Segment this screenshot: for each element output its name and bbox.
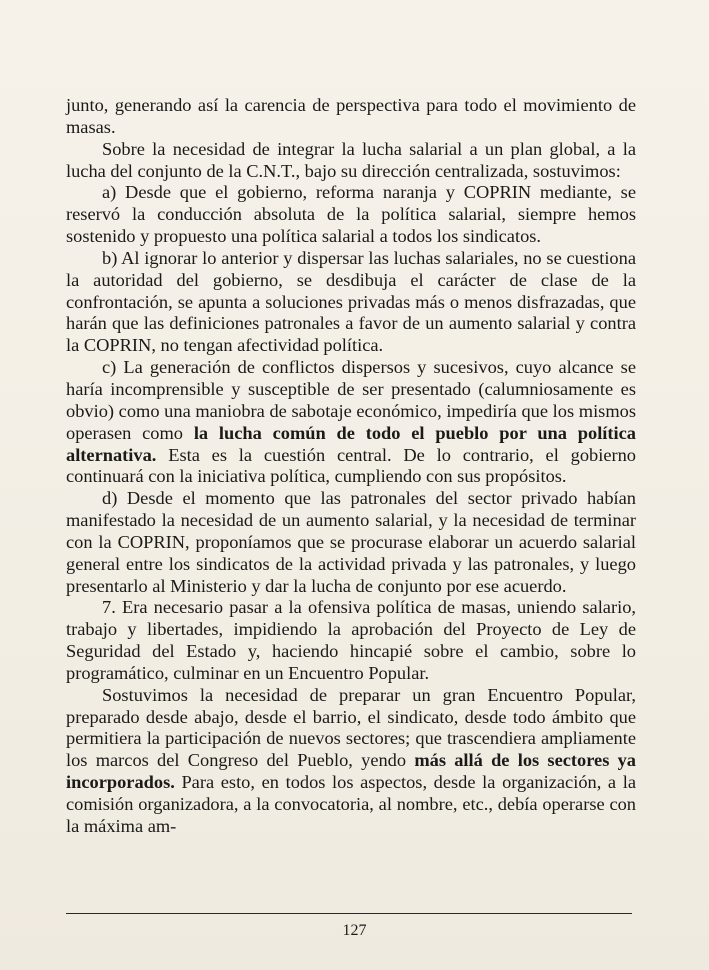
paragraph-point-d: d) Desde el momento que las patronales del sector privado habían manifestado la necesidad de un aumento salarial, y la necesidad de terminar con la COPRIN, proponíamos que se procurase elaborar un acuerdo salarial general entre los sindicatos de la actividad privada y las patronales, y luego presentarlo al Ministerio y dar la lucha de conjunto por ese acuerdo. <box>66 488 636 596</box>
body-text <box>66 95 636 838</box>
paragraph-point-c <box>66 357 636 488</box>
text-run: Para esto, en todos los aspectos, desde la organización, a la comisión organizadora, a la convocatoria, al nombre, etc., debía operarse con la máxima am- <box>66 772 636 836</box>
paragraph-point-a: a) Desde que el gobierno, reforma naranja y COPRIN mediante, se reservó la conducción absoluta de la política salarial, siempre hemos sostenido y propuesto una política salarial a todos los sindicatos. <box>66 182 636 247</box>
text-run: Sostuvimos la necesidad de preparar un gran Encuentro Popular, preparado desde abajo, desde el barrio, el sindicato, desde todo ámbito que permitiera la participación de nuevos sectores; que trascendiera ampliamente los marcos del Congreso del Pueblo, yendo <box>66 684 636 771</box>
page-number: 127 <box>342 922 367 939</box>
paragraph-point-b: b) Al ignorar lo anterior y dispersar las luchas salariales, no se cuestiona la autoridad del gobierno, se desdibuja el carácter de clase de la confrontación, se apunta a soluciones privadas más o menos disfrazadas, que harán que las definiciones patronales a favor de un aumento salarial y contra la COPRIN, no tengan afectividad política. <box>66 247 636 356</box>
text-run: c) La generación de conflictos dispersos y sucesivos, cuyo alcance se haría incomprensible y susceptible de ser presentado (calumniosamente es obvio) como una maniobra de sabotaje económico, impediría que los mismos operasen como <box>66 357 636 443</box>
paragraph-encuentro-popular <box>66 685 636 838</box>
text-run: Esta es la cuestión central. De lo contrario, el gobierno continuará con la iniciativa política, cumpliendo con sus propósitos. <box>66 444 636 487</box>
bold-emphasis: la lucha común de todo el pueblo por una política alternativa. <box>66 422 637 465</box>
paragraph-point-7: 7. Era necesario pasar a la ofensiva política de masas, uniendo salario, trabajo y libertades, impidiendo la aprobación del Proyecto de Ley de Seguridad del Estado y, haciendo hincapié sobre el cambio, sobre lo programático, culminar en un Encuentro Popular. <box>66 597 636 683</box>
bold-emphasis: más allá de los sectores ya incorporados. <box>66 750 636 793</box>
paragraph-integrate-salary-struggle: Sobre la necesidad de integrar la lucha salarial a un plan global, a la lucha del conjunto de la C.N.T., bajo su dirección centralizada, sostuvimos: <box>66 138 636 181</box>
footer-rule <box>66 913 632 914</box>
paragraph-continuation: junto, generando así la carencia de perspectiva para todo el movimiento de masas. <box>66 95 636 137</box>
